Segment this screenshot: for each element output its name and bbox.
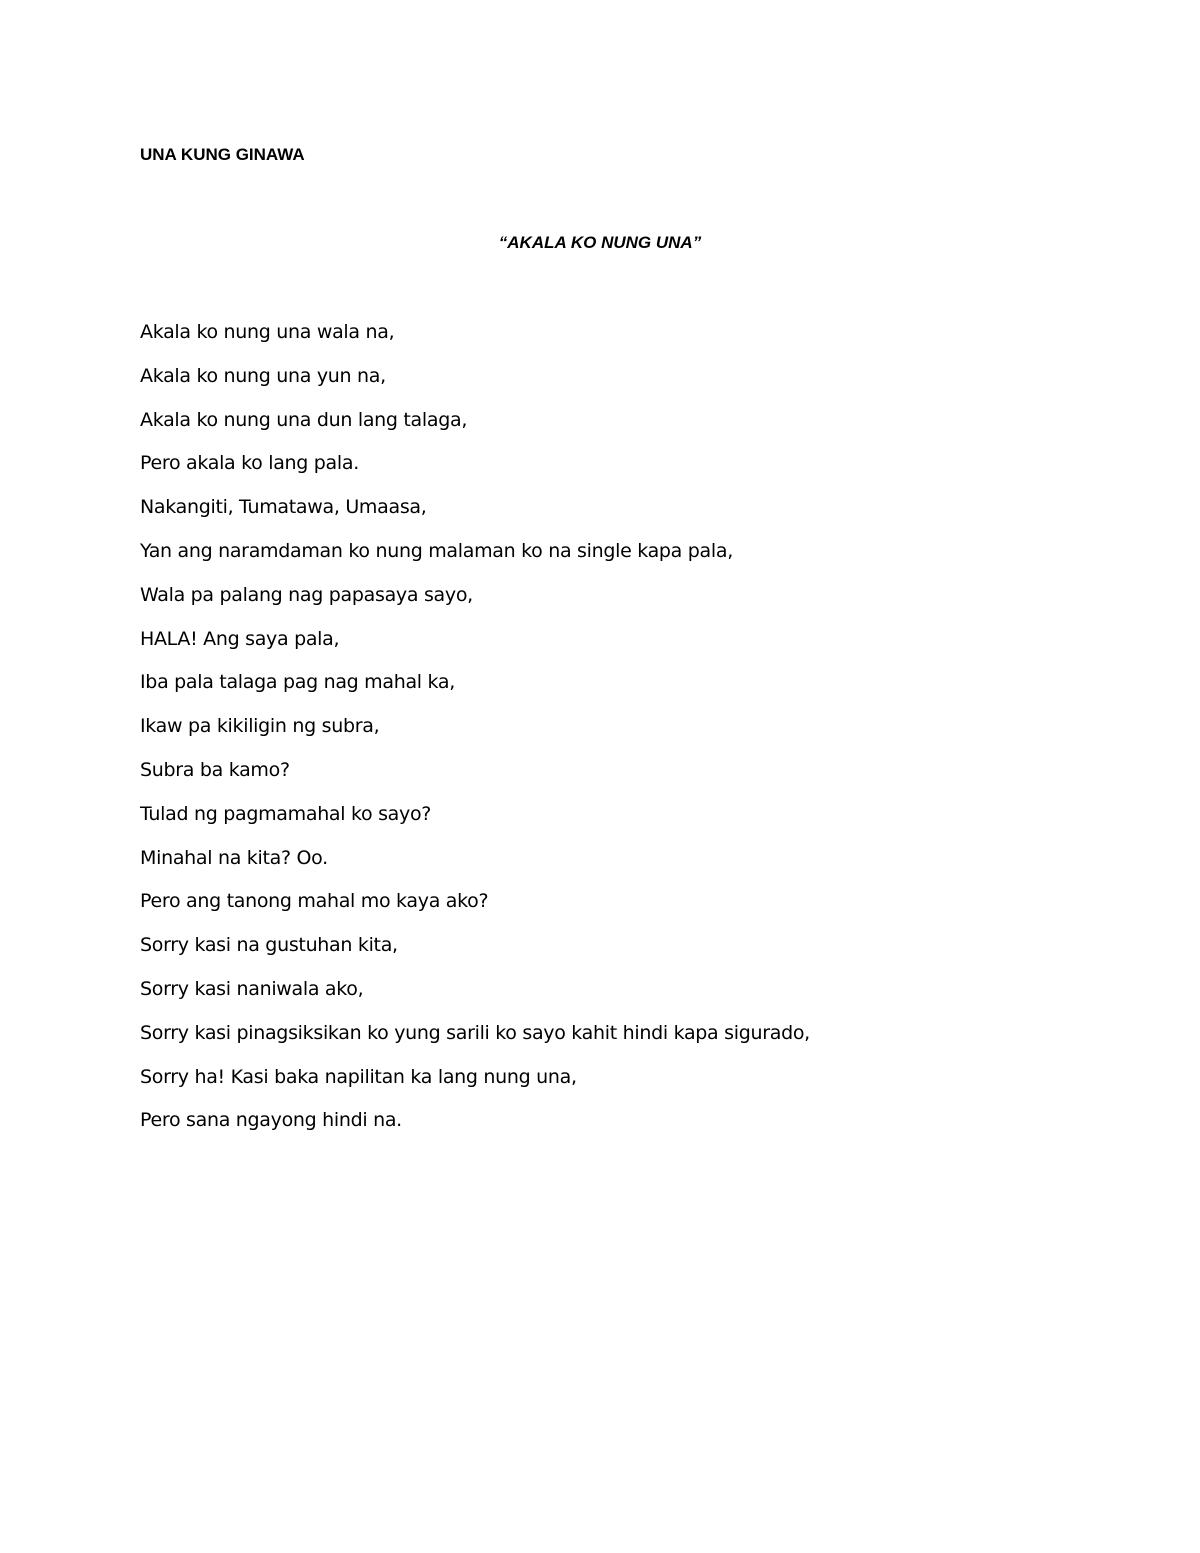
document-heading: UNA KUNG GINAWA [140, 145, 305, 164]
poem-line: Minahal na kita? Oo. [140, 846, 328, 869]
poem-line: Akala ko nung una wala na, [140, 321, 395, 343]
poem-line: Pero akala ko lang pala. [140, 452, 359, 475]
poem-line: Tulad ng pagmamahal ko sayo? [140, 802, 432, 825]
poem-line: Sorry kasi na gustuhan kita, [140, 934, 398, 957]
poem-line: Ikaw pa kikiligin ng subra, [140, 715, 380, 738]
poem-line: Sorry ha! Kasi baka napilitan ka lang nung una, [140, 1065, 577, 1088]
poem-line: Pero ang tanong mahal mo kaya ako? [140, 890, 489, 913]
poem-title: “AKALA KO NUNG UNA” [498, 233, 702, 252]
poem-line: Iba pala talaga pag nag mahal ka, [140, 671, 455, 694]
poem-line: Pero sana ngayong hindi na. [140, 1109, 402, 1132]
poem-line: Yan ang naramdaman ko nung malaman ko na single kapa pala, [140, 539, 733, 562]
poem-line: Nakangiti, Tumatawa, Umaasa, [140, 496, 427, 519]
poem-line: Sorry kasi naniwala ako, [140, 977, 364, 1000]
poem-line: Subra ba kamo? [140, 758, 290, 781]
poem-line: Akala ko nung una yun na, [140, 364, 386, 387]
poem-line: Akala ko nung una dun lang talaga, [140, 408, 468, 431]
poem-line: Sorry kasi pinagsiksikan ko yung sarili ko sayo kahit hindi kapa sigurado, [140, 1021, 810, 1044]
poem-line: Wala pa palang nag papasaya sayo, [140, 583, 473, 606]
poem-body [140, 318, 810, 1150]
poem-line: HALA! Ang saya pala, [140, 627, 340, 650]
